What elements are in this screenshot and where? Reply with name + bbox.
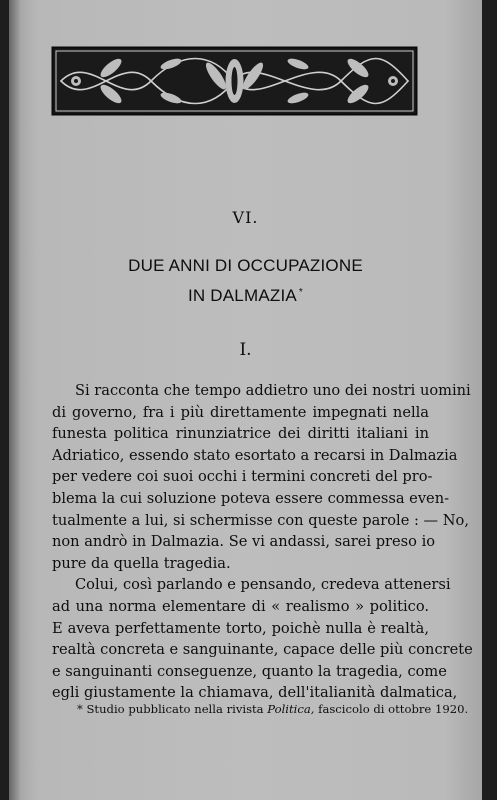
body-line: tualmente a lui, si schermisse con queste parole : — No, — [52, 511, 469, 529]
body-line: ad una norma elementare di « realismo » politico. — [52, 598, 429, 615]
chapter-title-line-1: DUE ANNI DI OCCUPAZIONE — [128, 256, 363, 275]
gutter-shadow — [9, 0, 21, 800]
body-line: E aveva perfettamente torto, poichè nulla è realtà, — [52, 619, 429, 637]
body-line: egli giustamente la chiamava, dell'italianità dalmatica, — [52, 684, 458, 702]
section-number: I. — [239, 340, 252, 360]
footnote-journal: Politica, — [267, 702, 315, 716]
body-line: per vedere coi suoi occhi i termini concreti del pro- — [52, 468, 433, 486]
body-line: pure da quella tragedia. — [52, 554, 231, 572]
body-line: Adriatico, essendo stato esortato a recarsi in Dalmazia — [52, 446, 458, 464]
body-line: Si racconta che tempo addietro uno dei nostri uomini — [75, 382, 471, 399]
footnote-suffix: fascicolo di ottobre 1920. — [318, 702, 469, 716]
body-line: blema la cui soluzione poteva essere commessa even- — [52, 490, 450, 507]
footnote-marker: * — [298, 287, 304, 298]
body-line: realtà concreta e sanguinante, capace delle più concrete — [52, 641, 473, 659]
footnote-prefix: * Studio pubblicato nella rivista — [77, 702, 264, 716]
chapter-title-line-2 — [9, 286, 482, 306]
body-line: Colui, così parlando e pensando, credeva attenersi — [75, 576, 451, 594]
body-line: funesta politica rinunziatrice dei diritti italiani in — [52, 425, 429, 443]
body-line: non andrò in Dalmazia. Se vi andassi, sarei preso io — [52, 533, 436, 551]
book-page — [9, 0, 482, 800]
chapter-title-text: IN DALMAZIA — [187, 286, 297, 305]
chapter-number: VI. — [232, 208, 259, 227]
floral-headpiece-ornament — [51, 46, 418, 116]
body-line: di governo, fra i più direttamente impegnati nella — [52, 403, 429, 421]
footnote — [77, 702, 469, 716]
body-line: e sanguinanti conseguenze, quanto la tragedia, come — [52, 662, 447, 680]
